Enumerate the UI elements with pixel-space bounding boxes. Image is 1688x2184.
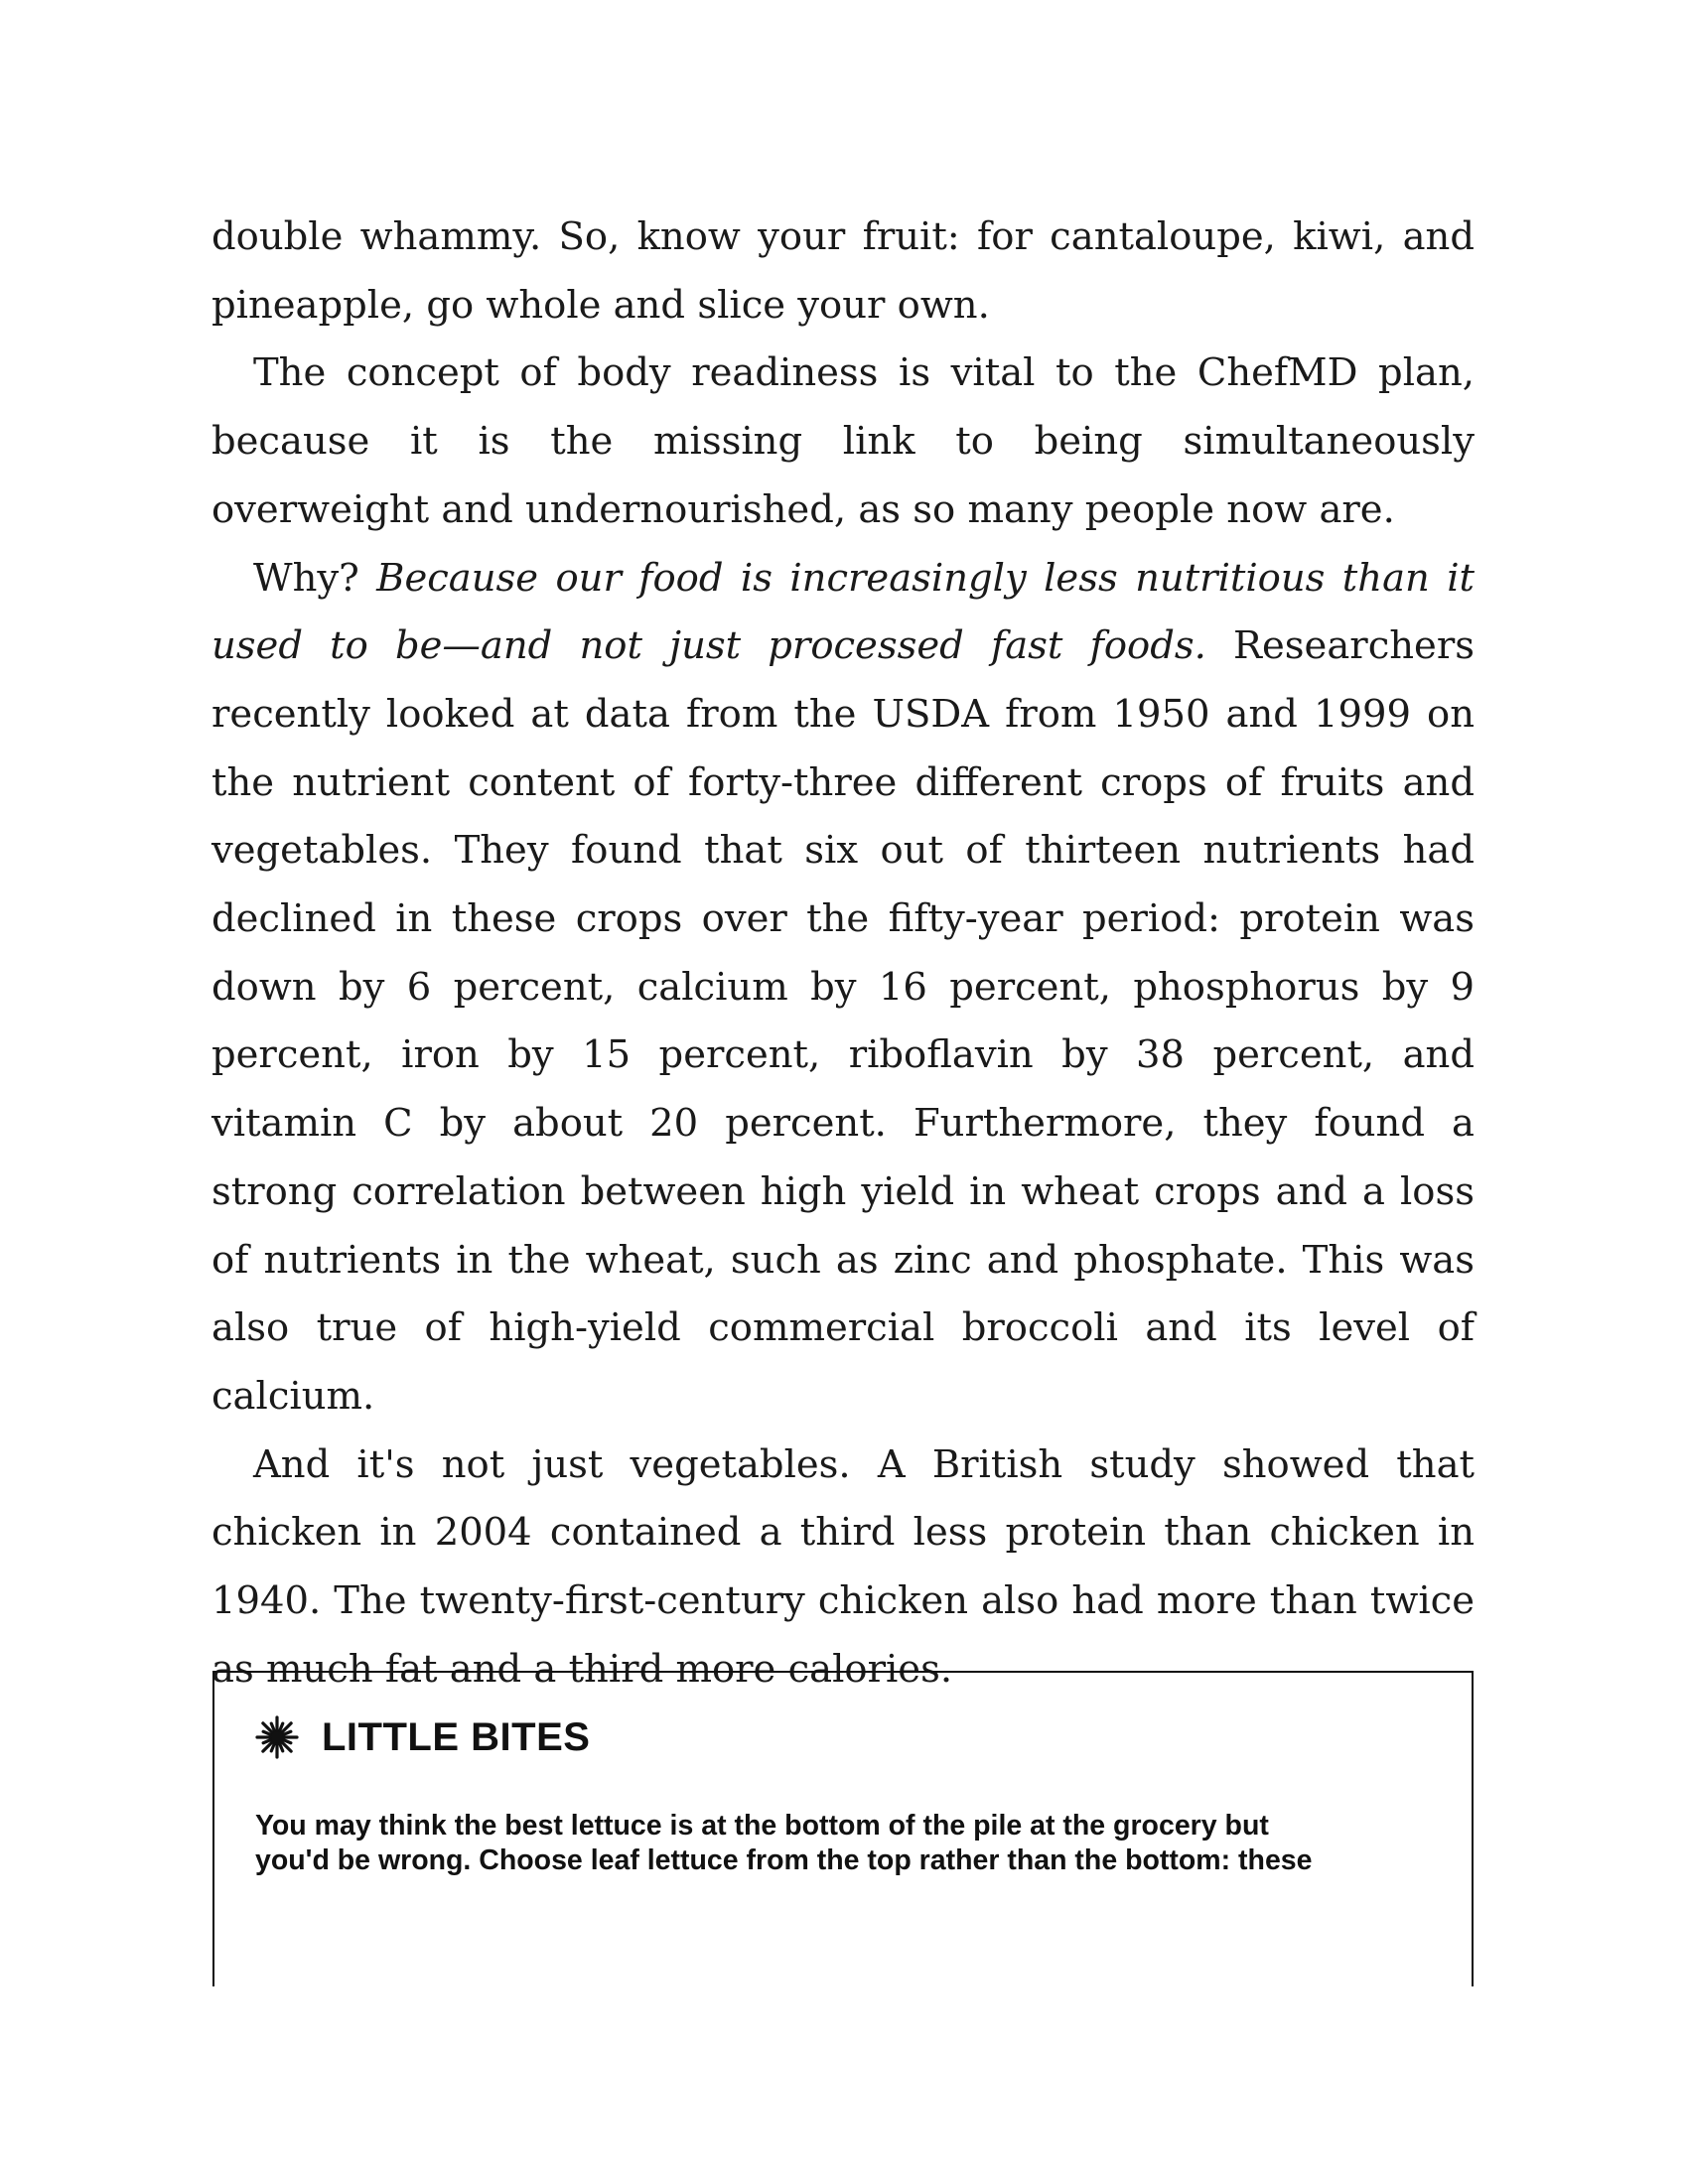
paragraph-continuation: Researchers recently looked at data from the USDA from 1950 and 1999 on the nutrient content of forty-three different crops of fruits and vegetables. They found that six out of thirteen nutrients had declined in these crops over the fifty-year period: protein was down by 6 percent, calcium by 16 percent, phosphorus by 9 percent, iron by 15 percent, riboflavin by 38 percent, and vitamin C by about 20 percent. Furthermore, they found a strong correlation between high yield in wheat crops and a loss of nutrients in the wheat, such as zinc and phosphate. This was also true of high-yield commercial broccoli and its level of calcium.: [211, 623, 1475, 1419]
sidebar-line-2: you'd be wrong. Choose leaf lettuce from the top rather than the bottom: these: [255, 1844, 1313, 1876]
paragraph-lead: Why?: [253, 555, 377, 601]
paragraph-emphasis: Because our food is increasingly less nutritious than it used to be—and not just processed fast foods.: [211, 555, 1475, 669]
paragraph-body-readiness: The concept of body readiness is vital to the ChefMD plan, because it is the missing link to being simultaneously overweight and undernourished, as so many people now are.: [211, 350, 1475, 532]
starburst-icon: [254, 1714, 300, 1760]
paragraph-fruit: double whammy. So, know your fruit: for cantaloupe, kiwi, and pineapple, go whole and slice your own.: [211, 214, 1475, 328]
body-text: [211, 204, 1475, 1704]
little-bites-sidebar: [212, 1671, 1474, 1986]
sidebar-text: [255, 1809, 1427, 1878]
sidebar-header: [254, 1714, 590, 1760]
sidebar-line-1: You may think the best lettuce is at the bottom of the pile at the grocery but: [255, 1810, 1269, 1842]
sidebar-title: LITTLE BITES: [322, 1714, 591, 1759]
paragraph-nutrient-decline: [211, 545, 1475, 1432]
paragraph-chicken-study: And it's not just vegetables. A British study showed that chicken in 2004 contained a third less protein than chicken in 1940. The twenty-first-century chicken also had more than twice as much fat and a third more calories.: [211, 1441, 1475, 1692]
